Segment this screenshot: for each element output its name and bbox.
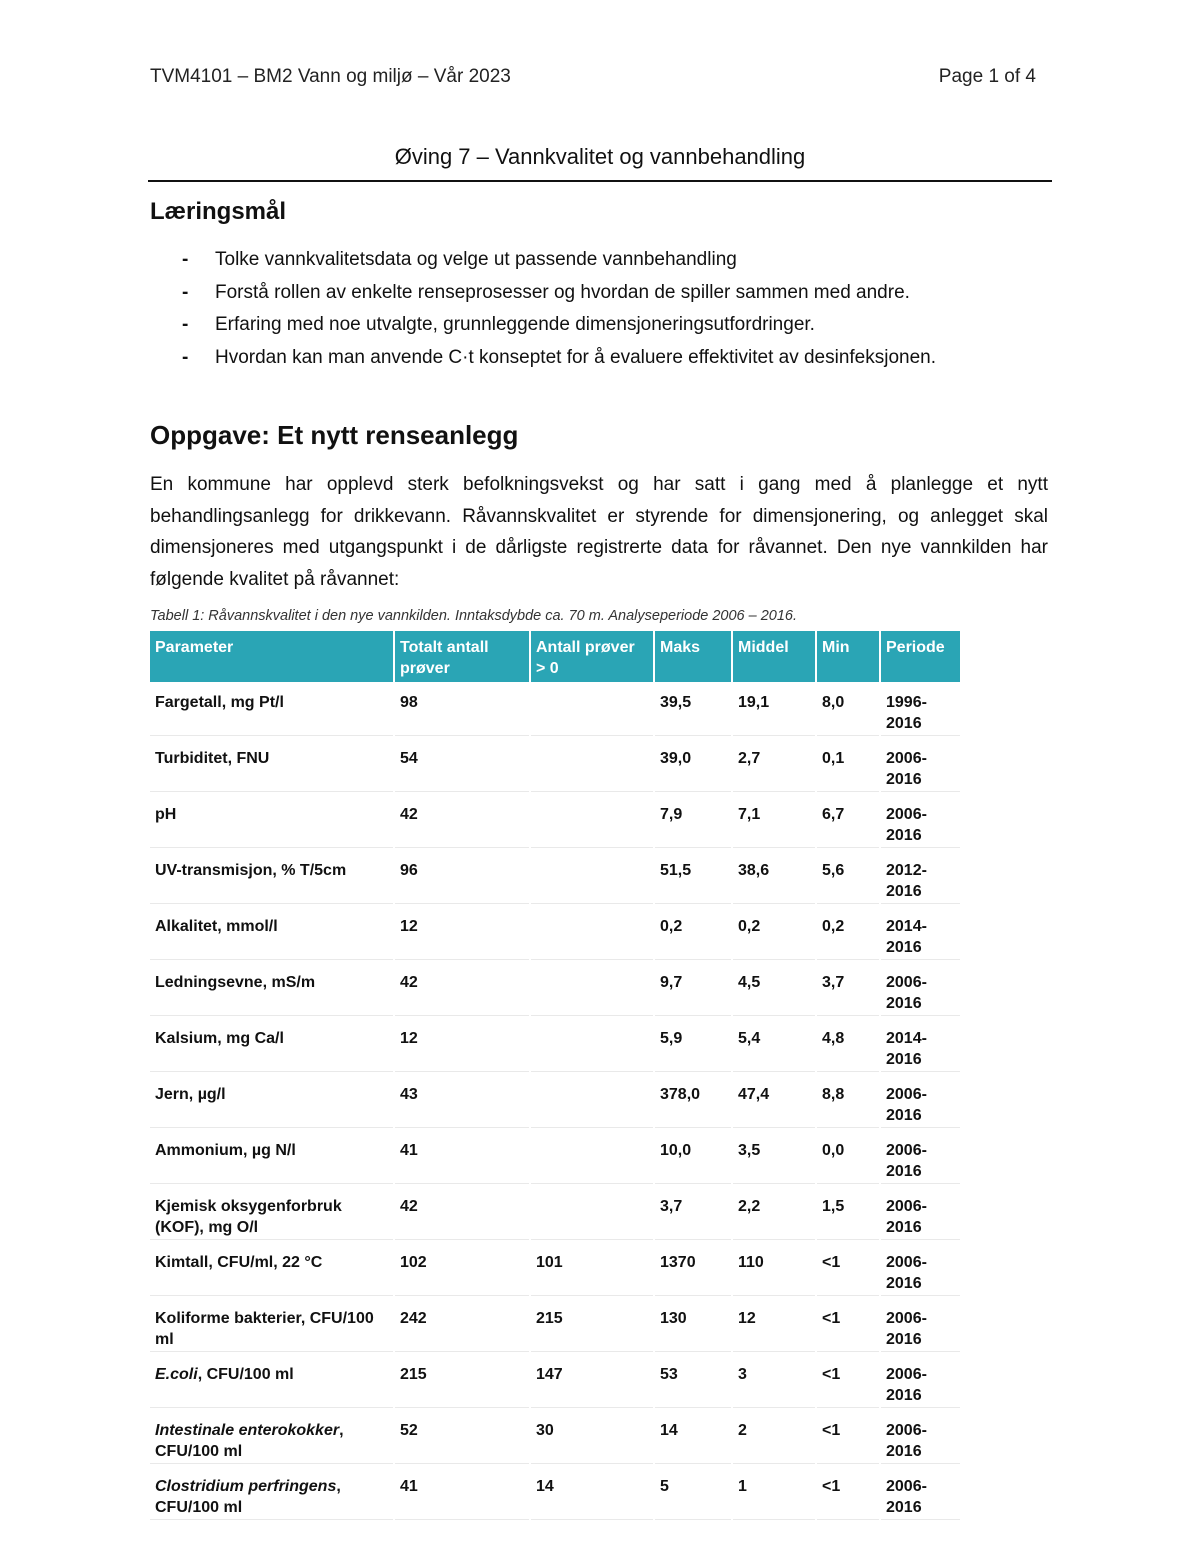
species-name: Intestinale enterokokker xyxy=(155,1422,340,1439)
table-row xyxy=(150,1353,960,1409)
cell-parameter xyxy=(150,1185,394,1241)
cell-max: 5,9 xyxy=(654,1017,732,1073)
column-header-mean: Middel xyxy=(732,631,816,682)
cell-mean: 38,6 xyxy=(732,849,816,905)
parameter-name: , CFU/100 ml xyxy=(155,1422,344,1460)
table-row xyxy=(150,1073,960,1129)
cell-positive-samples xyxy=(530,849,654,905)
cell-max: 1370 xyxy=(654,1241,732,1297)
cell-parameter xyxy=(150,1409,394,1465)
cell-total-samples: 215 xyxy=(394,1353,530,1409)
cell-max: 378,0 xyxy=(654,1073,732,1129)
cell-max: 39,5 xyxy=(654,682,732,737)
bullet-dash: - xyxy=(182,281,189,303)
table-row xyxy=(150,1017,960,1073)
cell-period: 2006-2016 xyxy=(880,737,960,793)
cell-total-samples: 96 xyxy=(394,849,530,905)
cell-parameter xyxy=(150,905,394,961)
list-item xyxy=(150,244,1050,277)
cell-parameter xyxy=(150,682,394,737)
cell-positive-samples xyxy=(530,737,654,793)
cell-parameter xyxy=(150,793,394,849)
cell-period: 2006-2016 xyxy=(880,1465,960,1521)
cell-total-samples: 42 xyxy=(394,961,530,1017)
cell-positive-samples xyxy=(530,905,654,961)
goal-text: Erfaring med noe utvalgte, grunnleggende dimensjoneringsutfordringer. xyxy=(215,314,815,335)
learning-goals-list xyxy=(150,244,1050,374)
cell-positive-samples: 14 xyxy=(530,1465,654,1521)
cell-parameter xyxy=(150,961,394,1017)
cell-total-samples: 98 xyxy=(394,682,530,737)
parameter-name: Alkalitet, mmol/l xyxy=(155,918,278,935)
cell-period: 2006-2016 xyxy=(880,1241,960,1297)
cell-mean: 7,1 xyxy=(732,793,816,849)
cell-mean: 1 xyxy=(732,1465,816,1521)
cell-min: 3,7 xyxy=(816,961,880,1017)
table-row xyxy=(150,1241,960,1297)
cell-max: 9,7 xyxy=(654,961,732,1017)
column-header-total-samples: Totalt antall prøver xyxy=(394,631,530,682)
title-divider xyxy=(148,180,1052,182)
cell-parameter xyxy=(150,1241,394,1297)
bullet-dash: - xyxy=(182,249,189,270)
cell-max: 130 xyxy=(654,1297,732,1353)
cell-positive-samples: 101 xyxy=(530,1241,654,1297)
cell-period: 2006-2016 xyxy=(880,1185,960,1241)
cell-min: 0,0 xyxy=(816,1129,880,1185)
table-header-row xyxy=(150,631,960,682)
cell-mean: 3,5 xyxy=(732,1129,816,1185)
cell-max: 0,2 xyxy=(654,905,732,961)
cell-parameter xyxy=(150,1017,394,1073)
bullet-dash: - xyxy=(182,314,189,335)
cell-mean: 19,1 xyxy=(732,682,816,737)
cell-max: 14 xyxy=(654,1409,732,1465)
goal-text: Tolke vannkvalitetsdata og velge ut passende vannbehandling xyxy=(215,249,737,270)
bullet-dash: - xyxy=(182,346,189,368)
document-title: Øving 7 – Vannkvalitet og vannbehandling xyxy=(394,144,806,169)
cell-min: <1 xyxy=(816,1241,880,1297)
cell-mean: 2,7 xyxy=(732,737,816,793)
species-name: Clostridium perfringens xyxy=(155,1478,337,1495)
table-row xyxy=(150,737,960,793)
cell-max: 5 xyxy=(654,1465,732,1521)
table-caption: Tabell 1: Råvannskvalitet i den nye vannkilden. Inntaksdybde ca. 70 m. Analyseperiode 2006 – 2016. xyxy=(150,608,798,624)
cell-total-samples: 102 xyxy=(394,1241,530,1297)
cell-mean: 0,2 xyxy=(732,905,816,961)
cell-positive-samples xyxy=(530,682,654,737)
cell-parameter xyxy=(150,737,394,793)
cell-period: 2006-2016 xyxy=(880,793,960,849)
cell-period: 2006-2016 xyxy=(880,1297,960,1353)
parameter-name: Koliforme bakterier, CFU/100 ml xyxy=(155,1310,374,1348)
cell-positive-samples xyxy=(530,1017,654,1073)
cell-mean: 2 xyxy=(732,1409,816,1465)
cell-mean: 3 xyxy=(732,1353,816,1409)
cell-min: 8,8 xyxy=(816,1073,880,1129)
table-row xyxy=(150,905,960,961)
cell-mean: 12 xyxy=(732,1297,816,1353)
column-header-positive-samples: Antall prøver > 0 xyxy=(530,631,654,682)
cell-period: 2006-2016 xyxy=(880,1129,960,1185)
task-intro: En kommune har opplevd sterk befolkningsvekst og har satt i gang med å planlegge et nytt behandlingsanlegg for drikkevann. Råvannskvalitet er styrende for dimensjonering, og anlegget skal dimensjoneres med utgangspunkt i de dårligste registrerte data for råvannet. Den nye vannkilden har følgende kvalitet på råvannet: xyxy=(150,474,1048,590)
cell-positive-samples xyxy=(530,1073,654,1129)
table-row xyxy=(150,1465,960,1521)
parameter-name: Kimtall, CFU/ml, 22 °C xyxy=(155,1254,323,1271)
parameter-name: , CFU/100 ml xyxy=(197,1366,294,1383)
cell-max: 53 xyxy=(654,1353,732,1409)
cell-positive-samples xyxy=(530,793,654,849)
cell-min: 6,7 xyxy=(816,793,880,849)
cell-positive-samples: 30 xyxy=(530,1409,654,1465)
cell-mean: 2,2 xyxy=(732,1185,816,1241)
table-row xyxy=(150,961,960,1017)
goal-text: Hvordan kan man anvende C·t konseptet for å evaluere effektivitet av desinfeksjonen. xyxy=(215,346,937,368)
cell-positive-samples: 147 xyxy=(530,1353,654,1409)
cell-max: 3,7 xyxy=(654,1185,732,1241)
cell-min: 8,0 xyxy=(816,682,880,737)
cell-min: <1 xyxy=(816,1409,880,1465)
raw-water-quality-table xyxy=(150,631,960,1522)
cell-max: 7,9 xyxy=(654,793,732,849)
course-label: TVM4101 – BM2 Vann og miljø – Vår 2023 xyxy=(150,66,511,87)
cell-parameter xyxy=(150,849,394,905)
cell-period: 2006-2016 xyxy=(880,1073,960,1129)
cell-total-samples: 42 xyxy=(394,793,530,849)
cell-total-samples: 41 xyxy=(394,1465,530,1521)
cell-positive-samples xyxy=(530,961,654,1017)
cell-max: 39,0 xyxy=(654,737,732,793)
cell-total-samples: 12 xyxy=(394,905,530,961)
cell-period: 2014-2016 xyxy=(880,905,960,961)
cell-total-samples: 43 xyxy=(394,1073,530,1129)
learning-goals-heading: Læringsmål xyxy=(150,198,287,225)
parameter-name: , CFU/100 ml xyxy=(155,1478,341,1516)
cell-period: 2006-2016 xyxy=(880,1353,960,1409)
parameter-name: Turbiditet, FNU xyxy=(155,750,270,767)
cell-min: <1 xyxy=(816,1353,880,1409)
table-row xyxy=(150,1297,960,1353)
cell-positive-samples xyxy=(530,1185,654,1241)
cell-period: 2014-2016 xyxy=(880,1017,960,1073)
cell-min: 0,2 xyxy=(816,905,880,961)
cell-positive-samples xyxy=(530,1129,654,1185)
cell-mean: 5,4 xyxy=(732,1017,816,1073)
cell-total-samples: 52 xyxy=(394,1409,530,1465)
parameter-name: Ammonium, µg N/l xyxy=(155,1142,296,1159)
cell-total-samples: 42 xyxy=(394,1185,530,1241)
table-row xyxy=(150,1129,960,1185)
cell-parameter xyxy=(150,1353,394,1409)
cell-min: 1,5 xyxy=(816,1185,880,1241)
cell-positive-samples: 215 xyxy=(530,1297,654,1353)
cell-min: 5,6 xyxy=(816,849,880,905)
table-body xyxy=(150,682,960,1521)
cell-parameter xyxy=(150,1465,394,1521)
cell-parameter xyxy=(150,1073,394,1129)
table-row xyxy=(150,1185,960,1241)
table-row xyxy=(150,793,960,849)
page-number: Page 1 of 4 xyxy=(938,66,1036,87)
parameter-name: Fargetall, mg Pt/l xyxy=(155,694,284,711)
column-header-min: Min xyxy=(816,631,880,682)
cell-parameter xyxy=(150,1297,394,1353)
list-item xyxy=(150,309,1050,342)
cell-total-samples: 242 xyxy=(394,1297,530,1353)
task-heading: Oppgave: Et nytt renseanlegg xyxy=(150,420,519,450)
cell-mean: 47,4 xyxy=(732,1073,816,1129)
cell-max: 51,5 xyxy=(654,849,732,905)
cell-max: 10,0 xyxy=(654,1129,732,1185)
parameter-name: Ledningsevne, mS/m xyxy=(155,974,316,991)
parameter-name: Kalsium, mg Ca/l xyxy=(155,1030,284,1047)
species-name: E.coli xyxy=(155,1366,198,1383)
column-header-parameter: Parameter xyxy=(150,631,394,682)
parameter-name: pH xyxy=(155,806,177,823)
cell-mean: 4,5 xyxy=(732,961,816,1017)
cell-total-samples: 12 xyxy=(394,1017,530,1073)
cell-parameter xyxy=(150,1129,394,1185)
cell-total-samples: 54 xyxy=(394,737,530,793)
list-item xyxy=(150,277,1050,310)
parameter-name: UV-transmisjon, % T/5cm xyxy=(155,862,347,879)
cell-period: 2012-2016 xyxy=(880,849,960,905)
column-header-max: Maks xyxy=(654,631,732,682)
cell-mean: 110 xyxy=(732,1241,816,1297)
cell-total-samples: 41 xyxy=(394,1129,530,1185)
cell-min: <1 xyxy=(816,1465,880,1521)
list-item xyxy=(150,342,1050,375)
cell-period: 2006-2016 xyxy=(880,1409,960,1465)
parameter-name: Kjemisk oksygenforbruk (KOF), mg O/l xyxy=(155,1198,342,1236)
cell-min: <1 xyxy=(816,1297,880,1353)
cell-min: 0,1 xyxy=(816,737,880,793)
cell-min: 4,8 xyxy=(816,1017,880,1073)
table-row xyxy=(150,682,960,737)
table-row xyxy=(150,849,960,905)
column-header-period: Periode xyxy=(880,631,960,682)
cell-period: 2006-2016 xyxy=(880,961,960,1017)
goal-text: Forstå rollen av enkelte renseprosesser og hvordan de spiller sammen med andre. xyxy=(215,281,910,303)
cell-period: 1996-2016 xyxy=(880,682,960,737)
table-row xyxy=(150,1409,960,1465)
parameter-name: Jern, µg/l xyxy=(155,1086,226,1103)
